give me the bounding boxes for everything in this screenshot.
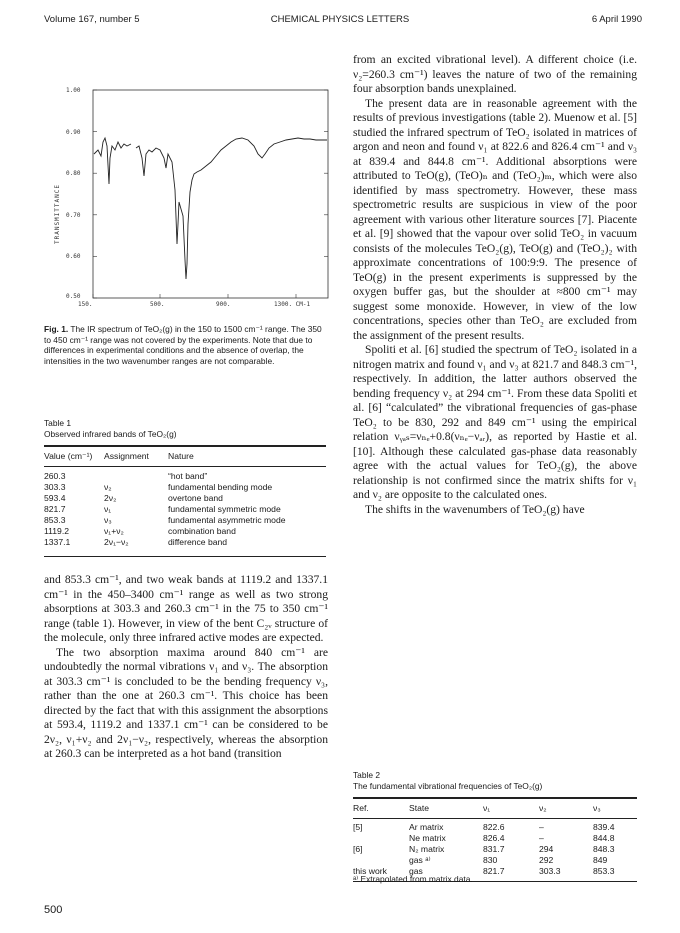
table-row <box>44 467 326 483</box>
table-cell: Ne matrix <box>409 833 446 843</box>
table-cell: 849 <box>593 855 608 865</box>
table-cell: ν₂ <box>104 482 112 492</box>
table-cell: fundamental bending mode <box>168 482 273 492</box>
table-cell: gas <box>409 866 423 876</box>
header-date: 6 April 1990 <box>591 14 642 25</box>
table-cell: combination band <box>168 526 236 536</box>
table-cell: ν₃ <box>104 515 112 525</box>
table-header-cell: State <box>409 803 430 813</box>
table-cell: 1119.2 <box>44 526 70 536</box>
table-cell: 853.3 <box>593 866 615 876</box>
table1-title: Observed infrared bands of TeO₂(g) <box>44 429 177 439</box>
table-cell: 821.7 <box>44 504 66 514</box>
table-cell: this work <box>353 866 387 876</box>
y-tick-label: 0.70 <box>66 212 81 219</box>
paragraph: Spoliti et al. [6] studied the spectrum of TeO₂ isolated in a nitrogen matrix and found ν₁ and ν₃ at 821.7 and 848.3 cm⁻¹, respectively. In addition, the latter authors observed the bending frequency ν₂ at 294 cm⁻¹. From these data Spoliti et al. [6] “calculated” the vibrational frequencies of gas-phase TeO₂ to be 830, 292 and 849 cm⁻¹ using the empirical relation νᵧₐₛ=νₙₑ+0.8(νₙₑ−νₐᵣ), as reported by Hastie et al. [10]. Although these calculated gas-phase data reasonably agree with the actual values for TeO₂(g), the above relationship is not confirmed since the matrix shifts for ν₁ and ν₂ are opposite to the calculated ones. <box>353 343 637 501</box>
spectrum-trace-high <box>136 138 327 279</box>
table2-title: The fundamental vibrational frequencies of TeO₂(g) <box>353 781 543 791</box>
table-row <box>44 493 326 504</box>
table-cell: 853.3 <box>44 515 66 525</box>
x-tick-label: 1300. CM-1 <box>274 301 311 308</box>
figure-caption <box>44 324 326 366</box>
table-cell: fundamental asymmetric mode <box>168 515 286 525</box>
table1-label: Table 1 <box>44 418 72 428</box>
table2-label: Table 2 <box>353 770 381 780</box>
figure-frame <box>93 90 328 298</box>
table-cell: gas ᵃ⁾ <box>409 855 431 865</box>
spectrum-trace-low <box>94 138 131 184</box>
table-cell: N₂ matrix <box>409 844 445 854</box>
paragraph: The two absorption maxima around 840 cm⁻¹ are undoubtedly the normal vibrations ν₁ and ν₃. The absorption at 303.3 cm⁻¹ is concluded to be the bending frequency ν₃, rather than the one at 260.3 cm⁻¹. This choice has been directed by the fact that with this assignment the absorptions at 593.4, 1119.2 and 1337.1 cm⁻¹ can be considered to be 2ν₂, ν₁+ν₂ and 2ν₁−ν₂, respectively, whereas the absorption at 260.3 can be interpreted as a hot band (transition <box>44 645 328 760</box>
header-volume: Volume 167, number 5 <box>44 14 140 25</box>
table-row <box>44 504 326 515</box>
table-header-cell: ν₁ <box>483 803 491 813</box>
table-cell: ν₁+ν₂ <box>104 526 124 536</box>
table-cell: fundamental symmetric mode <box>168 504 281 514</box>
y-tick-label: 0.80 <box>66 170 81 177</box>
paragraph: The shifts in the wavenumbers of TeO₂(g) have <box>365 502 585 516</box>
table-header-cell: Value (cm⁻¹) <box>44 451 93 461</box>
table-cell: [6] <box>353 844 363 854</box>
table-row <box>44 482 326 493</box>
table-cell: – <box>539 822 544 832</box>
paragraph: and 853.3 cm⁻¹, and two weak bands at 1119.2 and 1337.1 cm⁻¹ in the 450–3400 cm⁻¹ range as well as two strong absorptions at 303.3 and 260.3 cm⁻¹ in the 75 to 350 cm⁻¹ range (table 1). However, in view of the bent C₂ᵥ structure of the molecule, only three infrared active modes are expected. <box>44 573 328 644</box>
table-cell <box>104 467 168 483</box>
table-header-cell: Nature <box>168 451 194 461</box>
ir-spectrum-figure <box>38 84 338 314</box>
table-row <box>353 833 637 844</box>
table-cell: overtone band <box>168 493 223 503</box>
y-axis-label: TRANSMITTANCE <box>54 184 61 244</box>
table-row <box>44 526 326 537</box>
table-cell: 260.3 <box>44 471 66 481</box>
header-journal: CHEMICAL PHYSICS LETTERS <box>270 14 410 25</box>
table-cell: 294 <box>539 844 554 854</box>
table2-footnote: ᵃ⁾ Extrapolated from matrix data. <box>353 874 473 884</box>
table-cell: Ar matrix <box>409 822 444 832</box>
table-cell: difference band <box>168 537 228 547</box>
table-row <box>353 844 637 855</box>
x-tick-label: 500. <box>150 301 165 308</box>
y-tick-label: 0.60 <box>66 253 81 260</box>
table-cell: 848.3 <box>593 844 615 854</box>
page-number: 500 <box>44 904 63 916</box>
table-row <box>44 537 326 557</box>
table-cell: [5] <box>353 822 363 832</box>
figure-caption-label: Fig. 1. <box>44 324 69 334</box>
y-tick-label: 0.90 <box>66 129 81 136</box>
table-cell: 821.7 <box>483 866 505 876</box>
table-cell: 303.3 <box>539 866 561 876</box>
table-cell: 830 <box>483 855 498 865</box>
table-cell: 822.6 <box>483 822 505 832</box>
paragraph: The present data are in reasonable agreement with the results of previous investigations (table 2). Muenow et al. [5] studied the infrared spectrum of TeO₂ isolated in matrices of argon and neon and found ν₁ at 822.6 and 826.4 cm⁻¹ and ν₃ at 839.4 and 844.8 cm⁻¹. Additional absorptions were attributed to TeO(g), (TeO)ₙ and (TeO₂)ₘ, which were also identified by mass spectrometry. However, these mass spectrometric results are suspicious in view of the poor agreement with various other literature sources [7]. Piacente et al. [9] showed that the vapour over solid TeO₂ in vacuum consists of the molecules TeO₂(g), TeO(g) and (TeO₂)₂ with approximate concentrations of 100:9:9. The presence of TeO(g) in the present experiments is suppressed by the oxygen buffer gas, but the shoulder at ≈800 cm⁻¹ may suggest some monoxide. However, in view of the low concentrations, species other than TeO₂ are excluded from the assignment of the present results. <box>353 96 637 342</box>
figure-caption-text: The IR spectrum of TeO₂(g) in the 150 to 1500 cm⁻¹ range. The 350 to 450 cm⁻¹ range was not covered by the experiments. Note that due to differences in experimental conditions and the absence of overlap, the intensities in the two wavenumber ranges are not comparable. <box>44 324 322 366</box>
table-header-cell: ν₂ <box>539 803 547 813</box>
table-header-row <box>44 446 326 467</box>
table-header-row <box>353 798 637 819</box>
y-tick-label: 0.50 <box>66 293 81 300</box>
paragraph: from an excited vibrational level). A different choice (i.e. ν₂=260.3 cm⁻¹) leaves the nature of two of the remaining four absorption bands unexplained. <box>353 53 637 95</box>
table-cell: ν₁ <box>104 504 112 514</box>
x-tick-label: 900. <box>216 301 231 308</box>
table-cell <box>353 833 409 844</box>
table-header-cell: ν₃ <box>593 803 601 813</box>
right-column-text <box>353 53 637 517</box>
table-row <box>353 819 637 834</box>
table1 <box>44 445 326 557</box>
table-cell: 292 <box>539 855 554 865</box>
table-row <box>353 855 637 866</box>
y-tick-label: 1.00 <box>66 87 81 94</box>
table-cell: 2ν₁−ν₂ <box>104 537 129 547</box>
table-bottom-rule <box>44 557 326 558</box>
table-cell <box>353 855 409 866</box>
table-cell: 844.8 <box>593 833 615 843</box>
table2 <box>353 797 637 882</box>
table-cell: – <box>539 833 544 843</box>
table-cell: 2ν₂ <box>104 493 117 503</box>
table-cell: 1337.1 <box>44 537 71 547</box>
table-header-cell: Ref. <box>353 803 369 813</box>
table-cell: 826.4 <box>483 833 505 843</box>
table-cell: “hot band” <box>168 471 208 481</box>
table-cell: 303.3 <box>44 482 66 492</box>
table-cell: 831.7 <box>483 844 505 854</box>
left-column-text <box>44 573 328 762</box>
table-header-cell: Assignment <box>104 451 149 461</box>
x-tick-label: 150. <box>78 301 93 308</box>
table-row <box>44 515 326 526</box>
table-cell: 593.4 <box>44 493 66 503</box>
table-cell: 839.4 <box>593 822 615 832</box>
